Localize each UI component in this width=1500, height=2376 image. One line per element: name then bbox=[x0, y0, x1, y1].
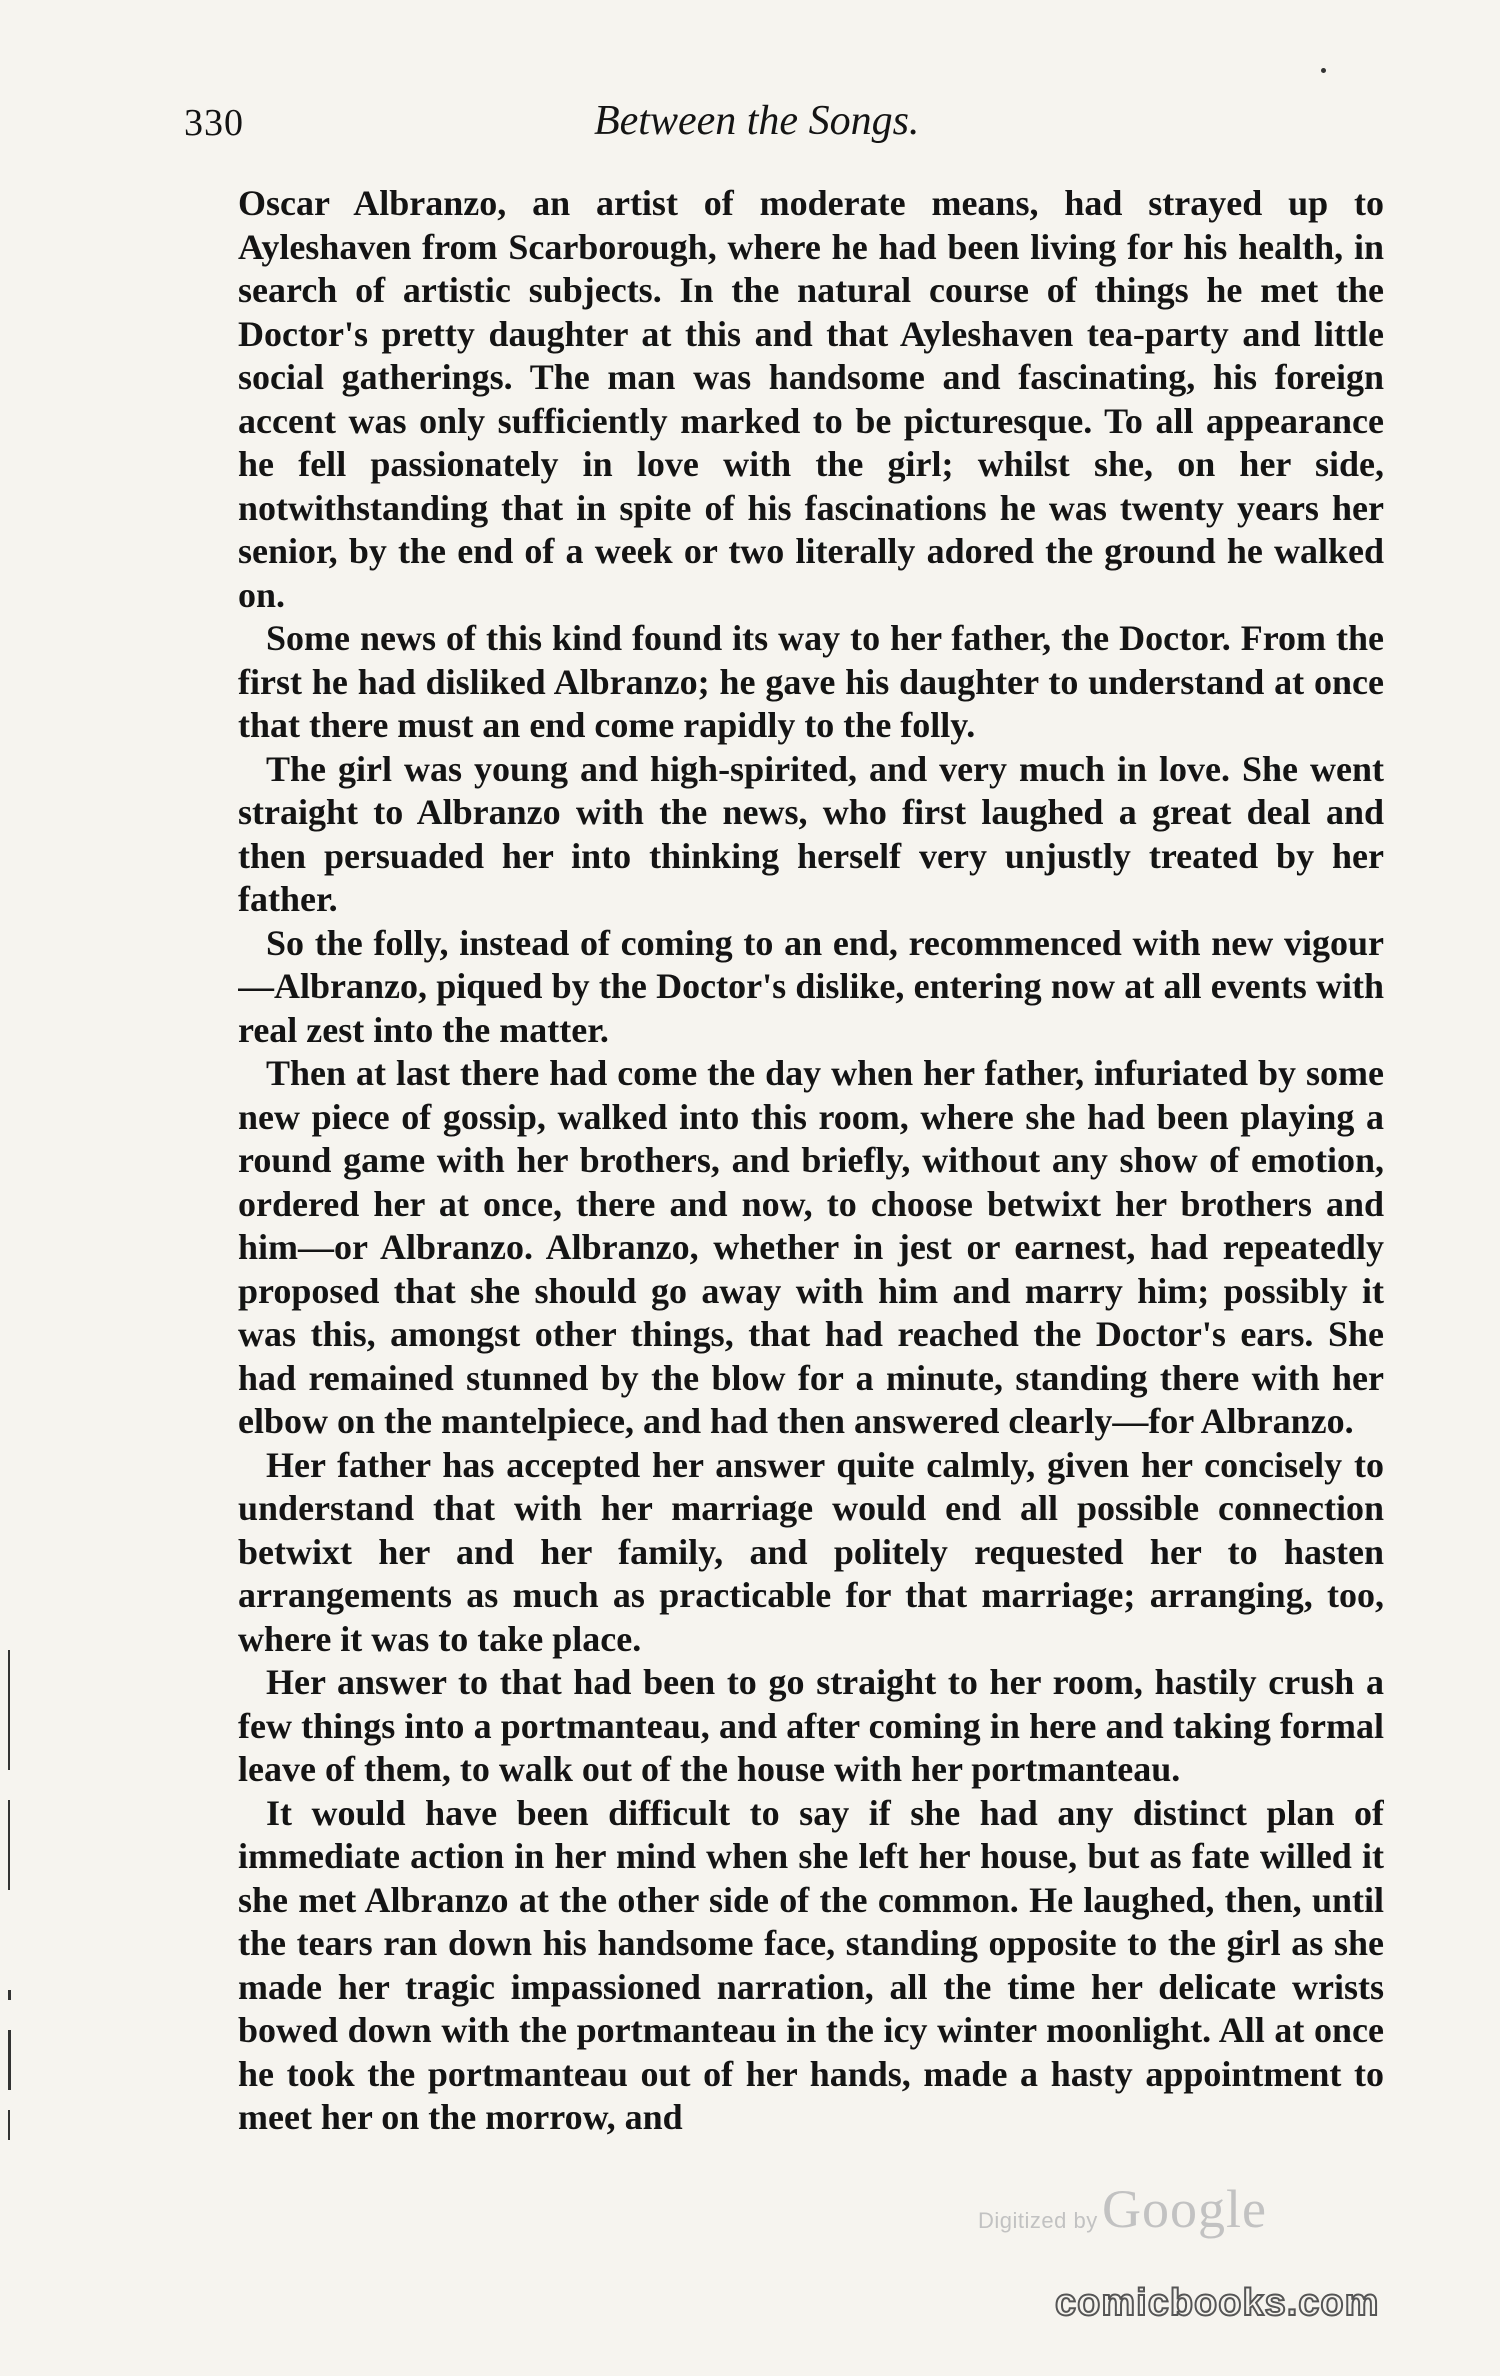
paragraph: The girl was young and high-spirited, and very much in love. She went straight to Albranzo with the news, who first laughed a great deal and then persuaded her into thinking herself very unjustly treated by her father. bbox=[238, 748, 1384, 919]
scan-mark bbox=[8, 1800, 10, 1890]
scan-mark bbox=[8, 1650, 10, 1770]
watermark: comicbooks.com bbox=[1055, 2282, 1380, 2324]
body-text bbox=[238, 182, 1384, 2192]
scan-mark bbox=[1321, 68, 1326, 73]
paragraph: Some news of this kind found its way to her father, the Doctor. From the first he had disliked Albranzo; he gave his daughter to understand at once that there must an end come rapidly to the folly. bbox=[238, 618, 1384, 745]
paragraph: It would have been difficult to say if she had any distinct plan of immediate action in her mind when she left her house, but as fate willed it she met Albranzo at the other side of the common. He laughed, then, until the tears ran down his handsome face, standing opposite to the girl as she made her tragic impassioned narration, all the time her delicate wrists bowed down with the portmanteau in the icy winter moonlight. All at once he took the portmanteau out of her hands, made a hasty appointment to meet her on the morrow, and bbox=[238, 1792, 1384, 2137]
running-title: Between the Songs. bbox=[594, 98, 920, 144]
paragraph: So the folly, instead of coming to an end, recommenced with new vigour—Albranzo, piqued by the Doctor's dislike, entering now at all events with real zest into the matter. bbox=[238, 922, 1384, 1050]
paragraph: Oscar Albranzo, an artist of moderate means, had strayed up to Ayleshaven from Scarborough, where he had been living for his health, in search of artistic subjects. In the natural course of things he met the Doctor's pretty daughter at this and that Ayleshaven tea-party and little social gatherings. The man was handsome and fascinating, his foreign accent was only sufficiently marked to be picturesque. To all appearance he fell passionately in love with the girl; whilst she, on her side, notwithstanding that in spite of his fascinations he was twenty years her senior, by the end of a week or two literally adored the ground he walked on. bbox=[238, 183, 1384, 615]
running-head bbox=[184, 95, 1334, 155]
page-number: 330 bbox=[184, 102, 244, 144]
scan-mark bbox=[8, 2030, 11, 2090]
paragraph: Then at last there had come the day when her father, infuriated by some new piece of gossip, walked into this room, where she had been playing a round game with her brothers, and briefly, without any show of emotion, ordered her at once, there and now, to choose betwixt her brothers and him—or Albranzo. Albranzo, whether in jest or earnest, had repeatedly proposed that she should go away with him and marry him; possibly it was this, amongst other things, that had reached the Doctor's ears. She had remained stunned by the blow for a minute, standing there with her elbow on the mantelpiece, and had then answered clearly—for Albranzo. bbox=[238, 1053, 1384, 1441]
digitized-by-google-logo bbox=[978, 2179, 1298, 2252]
digitized-by-label: Digitized by bbox=[978, 2208, 1098, 2233]
paragraph: Her answer to that had been to go straight to her room, hastily crush a few things into a portmanteau, and after coming in here and taking formal leave of them, to walk out of the house with her portmanteau. bbox=[238, 1662, 1384, 1789]
google-brand: Google bbox=[1102, 2179, 1267, 2239]
scan-mark bbox=[8, 2110, 10, 2140]
paragraph: Her father has accepted her answer quite calmly, given her concisely to understand that with her marriage would end all possible connection betwixt her and her family, and politely requested her to hasten arrangements as much as practicable for that marriage; arranging, too, where it was to take place. bbox=[238, 1444, 1384, 1659]
scan-mark bbox=[8, 1990, 11, 2000]
